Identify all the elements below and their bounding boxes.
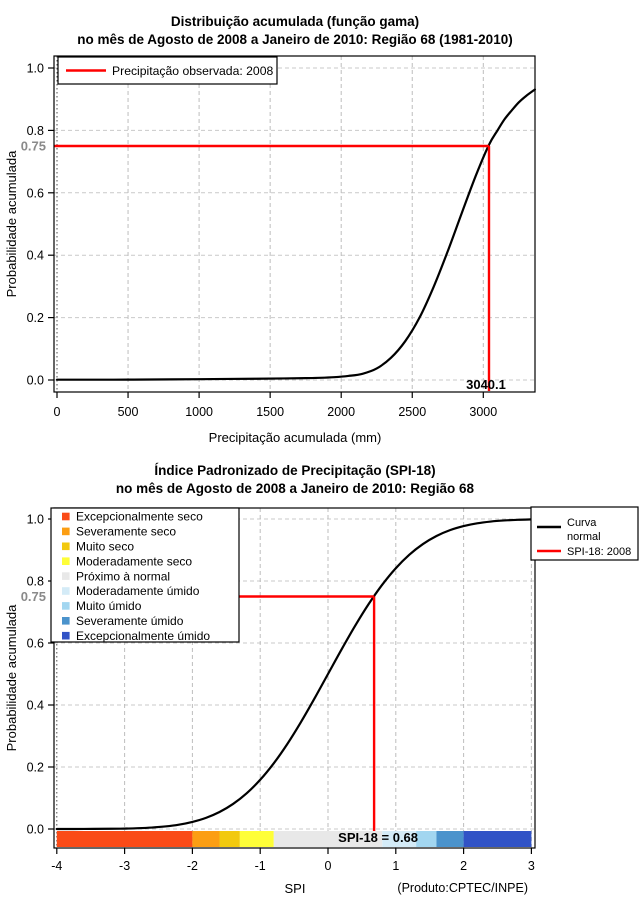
chart-subtitle: no mês de Agosto de 2008 a Janeiro de 2010: Região 68 (1981-2010): [77, 32, 513, 47]
marker-value-label: 3040.1: [466, 377, 506, 392]
marker-probability-label: 0.75: [20, 138, 46, 154]
legend-category-label: Muito seco: [76, 539, 135, 554]
x-tick-label: 3: [527, 859, 535, 873]
y-tick-label: 0.8: [26, 574, 44, 589]
x-tick-label: 1500: [256, 405, 285, 419]
legend-category-label: Excepcionalmente seco: [76, 509, 203, 524]
x-tick-label: -3: [119, 859, 131, 873]
spi-color-band: [436, 831, 463, 847]
spi-color-band: [192, 831, 219, 847]
chart-subtitle: no mês de Agosto de 2008 a Janeiro de 2010: Região 68: [115, 481, 475, 496]
plot-box: [54, 56, 535, 392]
legend-category-label: Severamente úmido: [76, 614, 184, 628]
legend-swatch: [62, 632, 70, 640]
spi-color-band: [240, 831, 274, 847]
x-axis-title: SPI: [284, 881, 306, 896]
y-tick-label: 0.6: [26, 636, 44, 651]
y-tick-label: 0.6: [26, 186, 44, 201]
legend-category-label: Moderadamente seco: [76, 554, 193, 569]
y-tick-label: 0.0: [26, 373, 44, 388]
spi-color-band: [464, 831, 532, 847]
legend-swatch: [62, 602, 70, 610]
marker-value-label: SPI-18 = 0.68: [338, 830, 419, 845]
spi-color-band: [57, 831, 193, 847]
legend-category-label: Moderadamente úmido: [76, 584, 200, 599]
y-tick-label: 0.2: [26, 760, 44, 775]
y-tick-label: 0.0: [26, 822, 44, 837]
cdf-curve: [57, 90, 535, 380]
legend-label-spi: SPI-18: 2008: [567, 546, 632, 558]
y-tick-label: 0.2: [26, 311, 44, 326]
y-axis-title: Probabilidade acumulada: [4, 604, 19, 752]
x-tick-label: 2000: [327, 405, 356, 419]
x-tick-label: 2: [460, 859, 468, 873]
y-tick-label: 0.8: [26, 123, 44, 138]
spi-color-band: [416, 831, 436, 847]
chart-spi-cdf: [0, 450, 640, 900]
x-tick-label: 0: [53, 405, 61, 419]
legend-swatch: [62, 572, 70, 580]
footnote: (Produto:CPTEC/INPE): [397, 881, 528, 895]
legend-swatch: [62, 528, 70, 536]
x-tick-label: 1: [392, 859, 400, 873]
legend-swatch: [62, 543, 70, 551]
y-tick-label: 0.4: [26, 248, 44, 263]
x-tick-label: -2: [186, 859, 198, 873]
legend-label-curva-normal: Curva normal: [567, 517, 601, 543]
legend-swatch: [62, 617, 70, 625]
x-axis-title: Precipitação acumulada (mm): [208, 430, 382, 445]
legend-label: Precipitação observada: 2008: [112, 64, 274, 78]
legend-category-label: Muito úmido: [76, 599, 142, 614]
legend-category-label: Excepcionalmente úmido: [76, 628, 211, 643]
y-axis-title: Probabilidade acumulada: [4, 150, 19, 298]
x-tick-label: 3000: [469, 405, 498, 419]
x-tick-label: 0: [324, 859, 332, 873]
legend-category-label: Próximo à normal: [76, 569, 171, 584]
x-tick-label: 1000: [185, 405, 214, 419]
legend-swatch: [62, 557, 70, 565]
marker-probability-label: 0.75: [20, 589, 46, 604]
legend-swatch: [62, 513, 70, 521]
chart-title: Índice Padronizado de Precipitação (SPI-18): [154, 463, 436, 478]
x-tick-label: 500: [117, 405, 139, 419]
y-tick-label: 0.4: [26, 698, 44, 713]
chart-title: Distribuição acumulada (função gama): [170, 14, 420, 29]
y-tick-label: 1.0: [26, 512, 44, 527]
legend-swatch: [62, 587, 70, 595]
x-tick-label: 2500: [398, 405, 427, 419]
spi-color-band: [220, 831, 240, 847]
legend-category-label: Severamente seco: [76, 524, 177, 539]
x-tick-label: -1: [254, 859, 266, 873]
x-tick-label: -4: [51, 859, 63, 873]
y-tick-label: 1.0: [26, 61, 44, 76]
